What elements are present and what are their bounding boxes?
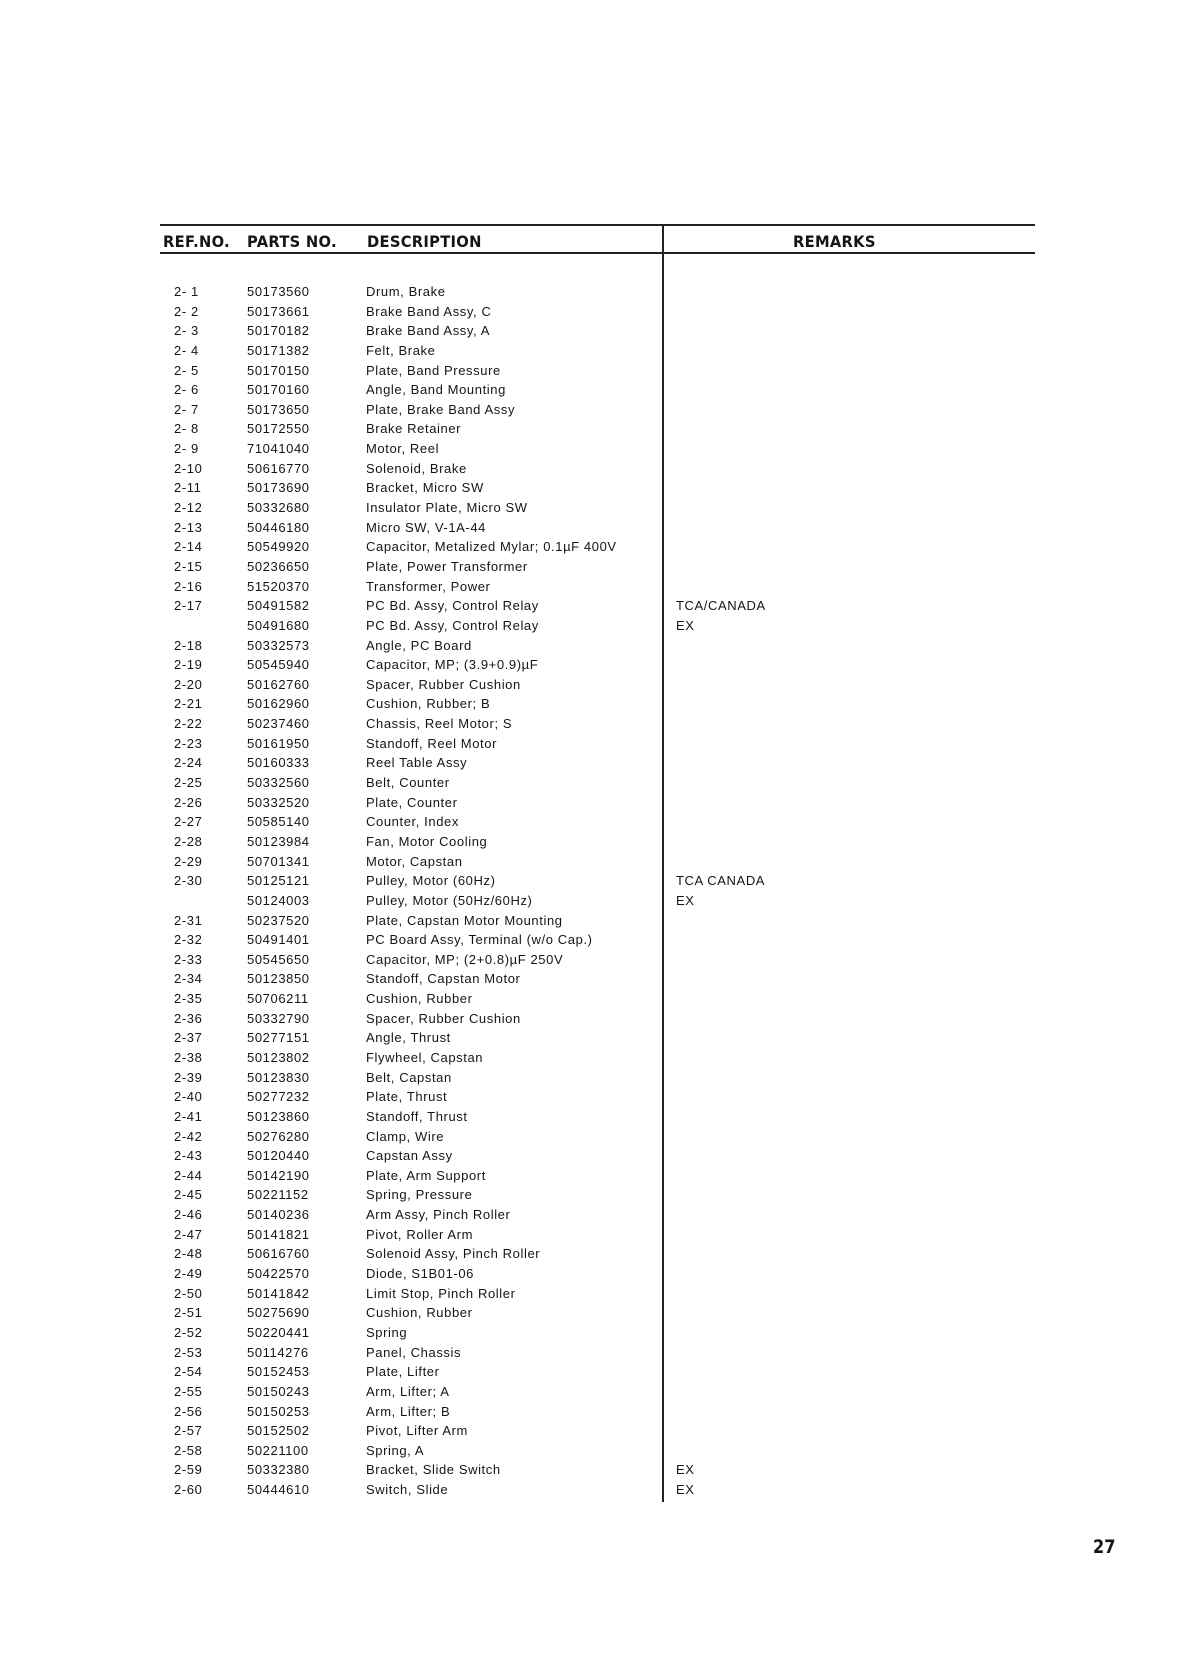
description-cell: Plate, Brake Band Assy: [366, 401, 516, 417]
description-cell: Spring, A: [366, 1442, 425, 1458]
table-row: [0, 557, 1190, 577]
parts-no-cell: 50152502: [247, 1423, 310, 1439]
parts-no-cell: 50446180: [247, 519, 310, 535]
table-header-rule: [160, 252, 1035, 254]
ref-no-cell: 2-14: [174, 539, 203, 555]
description-cell: Standoff, Thrust: [366, 1108, 468, 1124]
parts-no-cell: 50276280: [247, 1128, 310, 1144]
table-row: [0, 636, 1190, 656]
description-cell: Brake Band Assy, C: [366, 303, 492, 319]
parts-no-cell: 50332790: [247, 1010, 310, 1026]
ref-no-cell: 2- 6: [174, 382, 199, 398]
description-cell: Felt, Brake: [366, 342, 436, 358]
table-row: [0, 1402, 1190, 1422]
parts-no-cell: 50173661: [247, 303, 310, 319]
header-parts-no: PARTS NO.: [247, 232, 337, 251]
description-cell: Spring, Pressure: [366, 1187, 473, 1203]
description-cell: Arm, Lifter; B: [366, 1403, 451, 1419]
table-row: [0, 459, 1190, 479]
description-cell: Pivot, Roller Arm: [366, 1226, 474, 1242]
ref-no-cell: 2- 2: [174, 303, 199, 319]
ref-no-cell: 2-19: [174, 657, 203, 673]
header-description: DESCRIPTION: [367, 232, 482, 251]
ref-no-cell: 2-16: [174, 578, 203, 594]
table-row: [0, 1382, 1190, 1402]
table-row: [0, 537, 1190, 557]
parts-no-cell: 50141821: [247, 1226, 310, 1242]
description-cell: Reel Table Assy: [366, 755, 468, 771]
ref-no-cell: 2-37: [174, 1030, 203, 1046]
description-cell: Standoff, Reel Motor: [366, 735, 497, 751]
parts-no-cell: 50491401: [247, 932, 310, 948]
ref-no-cell: 2-31: [174, 912, 203, 928]
parts-no-cell: 50162760: [247, 676, 310, 692]
ref-no-cell: 2-22: [174, 716, 203, 732]
ref-no-cell: 2-58: [174, 1442, 203, 1458]
table-row: [0, 616, 1190, 636]
ref-no-cell: 2-60: [174, 1482, 203, 1498]
description-cell: Angle, PC Board: [366, 637, 472, 653]
table-row: [0, 1303, 1190, 1323]
parts-no-cell: 50123802: [247, 1049, 310, 1065]
ref-no-cell: 2- 8: [174, 421, 199, 437]
parts-no-cell: 50237460: [247, 716, 310, 732]
description-cell: Spring: [366, 1324, 408, 1340]
description-cell: Fan, Motor Cooling: [366, 833, 488, 849]
table-row: [0, 1480, 1190, 1500]
description-cell: Panel, Chassis: [366, 1344, 462, 1360]
ref-no-cell: 2-50: [174, 1285, 203, 1301]
table-row: [0, 1244, 1190, 1264]
description-cell: Chassis, Reel Motor; S: [366, 716, 513, 732]
ref-no-cell: 2-43: [174, 1148, 203, 1164]
description-cell: Plate, Thrust: [366, 1089, 448, 1105]
description-cell: Arm Assy, Pinch Roller: [366, 1207, 511, 1223]
description-cell: PC Bd. Assy, Control Relay: [366, 617, 539, 633]
description-cell: Belt, Capstan: [366, 1069, 452, 1085]
description-cell: Motor, Capstan: [366, 853, 463, 869]
ref-no-cell: 2-39: [174, 1069, 203, 1085]
description-cell: Plate, Arm Support: [366, 1167, 486, 1183]
table-row: [0, 478, 1190, 498]
parts-no-cell: 50277151: [247, 1030, 310, 1046]
ref-no-cell: 2- 3: [174, 323, 199, 339]
ref-no-cell: 2-12: [174, 500, 203, 516]
remarks-cell: TCA/CANADA: [676, 598, 766, 614]
description-cell: Plate, Band Pressure: [366, 362, 501, 378]
parts-no-cell: 50545650: [247, 951, 310, 967]
page-number: 27: [1093, 1536, 1116, 1558]
parts-no-cell: 50332520: [247, 794, 310, 810]
ref-no-cell: 2-55: [174, 1383, 203, 1399]
description-cell: Pulley, Motor (60Hz): [366, 873, 496, 889]
parts-no-cell: 50332380: [247, 1462, 310, 1478]
parts-no-cell: 50701341: [247, 853, 310, 869]
parts-no-cell: 50172550: [247, 421, 310, 437]
description-cell: PC Board Assy, Terminal (w/o Cap.): [366, 932, 593, 948]
table-row: [0, 1068, 1190, 1088]
description-cell: Brake Band Assy, A: [366, 323, 491, 339]
description-cell: Capstan Assy: [366, 1148, 453, 1164]
parts-no-cell: 50123830: [247, 1069, 310, 1085]
table-row: [0, 832, 1190, 852]
parts-no-cell: 50140236: [247, 1207, 310, 1223]
ref-no-cell: 2-20: [174, 676, 203, 692]
description-cell: Bracket, Micro SW: [366, 480, 484, 496]
description-cell: Spacer, Rubber Cushion: [366, 1010, 521, 1026]
ref-no-cell: 2-57: [174, 1423, 203, 1439]
table-row: [0, 969, 1190, 989]
parts-no-cell: 50162960: [247, 696, 310, 712]
ref-no-cell: 2-40: [174, 1089, 203, 1105]
parts-no-cell: 50422570: [247, 1266, 310, 1282]
ref-no-cell: 2-35: [174, 991, 203, 1007]
table-row: [0, 1362, 1190, 1382]
header-ref-no: REF.NO.: [163, 232, 230, 251]
parts-no-cell: 50170182: [247, 323, 310, 339]
parts-no-cell: 71041040: [247, 441, 310, 457]
description-cell: Insulator Plate, Micro SW: [366, 500, 528, 516]
table-row: [0, 321, 1190, 341]
parts-no-cell: 50444610: [247, 1482, 310, 1498]
ref-no-cell: 2-53: [174, 1344, 203, 1360]
table-row: [0, 694, 1190, 714]
remarks-cell: EX: [676, 1482, 695, 1498]
ref-no-cell: 2-34: [174, 971, 203, 987]
ref-no-cell: 2-42: [174, 1128, 203, 1144]
table-row: [0, 911, 1190, 931]
ref-no-cell: 2-23: [174, 735, 203, 751]
table-row: [0, 1284, 1190, 1304]
parts-no-cell: 50124003: [247, 892, 310, 908]
parts-no-cell: 50616770: [247, 460, 310, 476]
description-cell: Capacitor, MP; (3.9+0.9)µF: [366, 657, 539, 673]
ref-no-cell: 2-29: [174, 853, 203, 869]
parts-no-cell: 50170150: [247, 362, 310, 378]
description-cell: Flywheel, Capstan: [366, 1049, 484, 1065]
table-row: [0, 1107, 1190, 1127]
remarks-cell: EX: [676, 617, 695, 633]
description-cell: Spacer, Rubber Cushion: [366, 676, 521, 692]
table-row: [0, 577, 1190, 597]
table-row: [0, 773, 1190, 793]
parts-no-cell: 50171382: [247, 342, 310, 358]
description-cell: Micro SW, V-1A-44: [366, 519, 487, 535]
description-cell: Capacitor, Metalized Mylar; 0.1µF 400V: [366, 539, 617, 555]
description-cell: Switch, Slide: [366, 1482, 449, 1498]
description-cell: Pivot, Lifter Arm: [366, 1423, 468, 1439]
header-remarks: REMARKS: [793, 232, 876, 251]
table-row: [0, 380, 1190, 400]
parts-no-cell: 50237520: [247, 912, 310, 928]
description-cell: Counter, Index: [366, 814, 459, 830]
parts-no-cell: 50125121: [247, 873, 310, 889]
description-cell: Solenoid, Brake: [366, 460, 467, 476]
description-cell: Brake Retainer: [366, 421, 462, 437]
ref-no-cell: 2-33: [174, 951, 203, 967]
table-row: [0, 282, 1190, 302]
parts-no-cell: 50141842: [247, 1285, 310, 1301]
table-row: [0, 361, 1190, 381]
table-row: [0, 498, 1190, 518]
parts-no-cell: 50491582: [247, 598, 310, 614]
ref-no-cell: 2-30: [174, 873, 203, 889]
ref-no-cell: 2-10: [174, 460, 203, 476]
table-row: [0, 400, 1190, 420]
parts-no-cell: 50545940: [247, 657, 310, 673]
description-cell: Solenoid Assy, Pinch Roller: [366, 1246, 541, 1262]
table-row: [0, 1185, 1190, 1205]
table-row: [0, 1225, 1190, 1245]
ref-no-cell: 2-59: [174, 1462, 203, 1478]
description-cell: Drum, Brake: [366, 284, 446, 299]
table-row: [0, 1343, 1190, 1363]
ref-no-cell: 2-52: [174, 1324, 203, 1340]
table-top-rule: [160, 224, 1035, 226]
parts-no-cell: 50120440: [247, 1148, 310, 1164]
table-row: [0, 852, 1190, 872]
parts-no-cell: 50332680: [247, 500, 310, 516]
table-row: [0, 1264, 1190, 1284]
description-cell: Diode, S1B01-06: [366, 1266, 475, 1282]
parts-no-cell: 50616760: [247, 1246, 310, 1262]
table-row: [0, 950, 1190, 970]
ref-no-cell: 2-32: [174, 932, 203, 948]
table-row: [0, 714, 1190, 734]
table-row: [0, 1146, 1190, 1166]
description-cell: Plate, Power Transformer: [366, 558, 528, 574]
parts-no-cell: 50173560: [247, 284, 310, 299]
parts-no-cell: 50150253: [247, 1403, 310, 1419]
table-row: [0, 871, 1190, 891]
ref-no-cell: 2-25: [174, 775, 203, 791]
parts-no-cell: 50706211: [247, 991, 309, 1007]
table-row: [0, 793, 1190, 813]
description-cell: Cushion, Rubber; B: [366, 696, 491, 712]
remarks-cell: EX: [676, 1462, 695, 1478]
ref-no-cell: 2-54: [174, 1364, 203, 1380]
ref-no-cell: 2-21: [174, 696, 203, 712]
ref-no-cell: 2-44: [174, 1167, 203, 1183]
parts-no-cell: 50277232: [247, 1089, 310, 1105]
table-row: [0, 341, 1190, 361]
parts-no-cell: 50161950: [247, 735, 310, 751]
parts-no-cell: 50173690: [247, 480, 310, 496]
parts-no-cell: 50173650: [247, 401, 310, 417]
table-row: [0, 930, 1190, 950]
ref-no-cell: 2-41: [174, 1108, 203, 1124]
table-row: [0, 812, 1190, 832]
ref-no-cell: 2-27: [174, 814, 203, 830]
remarks-cell: TCA CANADA: [676, 873, 766, 889]
parts-no-cell: 50114276: [247, 1344, 309, 1360]
ref-no-cell: 2-36: [174, 1010, 203, 1026]
parts-no-cell: 50275690: [247, 1305, 310, 1321]
parts-no-cell: 50332560: [247, 775, 310, 791]
ref-no-cell: 2-18: [174, 637, 203, 653]
parts-no-cell: 50170160: [247, 382, 310, 398]
table-row: [0, 1166, 1190, 1186]
description-cell: Motor, Reel: [366, 441, 440, 457]
ref-no-cell: 2-45: [174, 1187, 203, 1203]
ref-no-cell: 2- 7: [174, 401, 199, 417]
description-cell: Plate, Capstan Motor Mounting: [366, 912, 563, 928]
description-cell: PC Bd. Assy, Control Relay: [366, 598, 539, 614]
ref-no-cell: 2-51: [174, 1305, 203, 1321]
ref-no-cell: 2-38: [174, 1049, 203, 1065]
description-cell: Transformer, Power: [366, 578, 491, 594]
table-row: [0, 1009, 1190, 1029]
description-cell: Angle, Band Mounting: [366, 382, 506, 398]
parts-no-cell: 50123984: [247, 833, 310, 849]
table-row: [0, 596, 1190, 616]
ref-no-cell: 2-48: [174, 1246, 203, 1262]
parts-no-cell: 50491680: [247, 617, 310, 633]
table-row: [0, 1441, 1190, 1461]
table-row: [0, 1048, 1190, 1068]
description-cell: Plate, Lifter: [366, 1364, 440, 1380]
ref-no-cell: 2-17: [174, 598, 203, 614]
description-cell: Limit Stop, Pinch Roller: [366, 1285, 516, 1301]
parts-no-cell: 50142190: [247, 1167, 310, 1183]
table-row: [0, 753, 1190, 773]
ref-no-cell: 2-28: [174, 833, 203, 849]
ref-no-cell: 2- 5: [174, 362, 199, 378]
description-cell: Belt, Counter: [366, 775, 450, 791]
parts-no-cell: 50220441: [247, 1324, 310, 1340]
table-row: [0, 1460, 1190, 1480]
description-cell: Arm, Lifter; A: [366, 1383, 450, 1399]
table-row: [0, 891, 1190, 911]
ref-no-cell: 2- 1: [174, 284, 199, 299]
description-cell: Cushion, Rubber: [366, 1305, 473, 1321]
table-row: [0, 655, 1190, 675]
ref-no-cell: 2- 9: [174, 441, 199, 457]
ref-no-cell: 2-26: [174, 794, 203, 810]
ref-no-cell: 2-13: [174, 519, 203, 535]
parts-no-cell: 50236650: [247, 558, 310, 574]
table-row: [0, 1421, 1190, 1441]
parts-no-cell: 50160333: [247, 755, 310, 771]
description-cell: Bracket, Slide Switch: [366, 1462, 501, 1478]
parts-no-cell: 50152453: [247, 1364, 310, 1380]
ref-no-cell: 2-49: [174, 1266, 203, 1282]
parts-no-cell: 50221152: [247, 1187, 309, 1203]
ref-no-cell: 2- 4: [174, 342, 199, 358]
description-cell: Cushion, Rubber: [366, 991, 473, 1007]
ref-no-cell: 2-24: [174, 755, 203, 771]
ref-no-cell: 2-11: [174, 480, 202, 496]
ref-no-cell: 2-15: [174, 558, 203, 574]
parts-no-cell: 50585140: [247, 814, 310, 830]
table-row: [0, 989, 1190, 1009]
table-row: [0, 1323, 1190, 1343]
table-row: [0, 1205, 1190, 1225]
parts-no-cell: 51520370: [247, 578, 310, 594]
remarks-cell: EX: [676, 892, 695, 908]
table-row: [0, 675, 1190, 695]
ref-no-cell: 2-56: [174, 1403, 203, 1419]
description-cell: Capacitor, MP; (2+0.8)µF 250V: [366, 951, 564, 967]
ref-no-cell: 2-46: [174, 1207, 203, 1223]
parts-no-cell: 50123850: [247, 971, 310, 987]
table-row: [0, 518, 1190, 538]
parts-no-cell: 50150243: [247, 1383, 310, 1399]
parts-no-cell: 50549920: [247, 539, 310, 555]
table-row: [0, 1087, 1190, 1107]
description-cell: Plate, Counter: [366, 794, 458, 810]
parts-no-cell: 50221100: [247, 1442, 309, 1458]
table-row: [0, 439, 1190, 459]
table-row: [0, 419, 1190, 439]
table-row: [0, 1127, 1190, 1147]
description-cell: Clamp, Wire: [366, 1128, 445, 1144]
description-cell: Pulley, Motor (50Hz/60Hz): [366, 892, 533, 908]
ref-no-cell: 2-47: [174, 1226, 203, 1242]
parts-table-body: [0, 282, 1190, 1500]
table-row: [0, 302, 1190, 322]
description-cell: Angle, Thrust: [366, 1030, 451, 1046]
description-cell: Standoff, Capstan Motor: [366, 971, 521, 987]
table-row: [0, 1028, 1190, 1048]
parts-no-cell: 50123860: [247, 1108, 310, 1124]
table-row: [0, 734, 1190, 754]
parts-no-cell: 50332573: [247, 637, 310, 653]
